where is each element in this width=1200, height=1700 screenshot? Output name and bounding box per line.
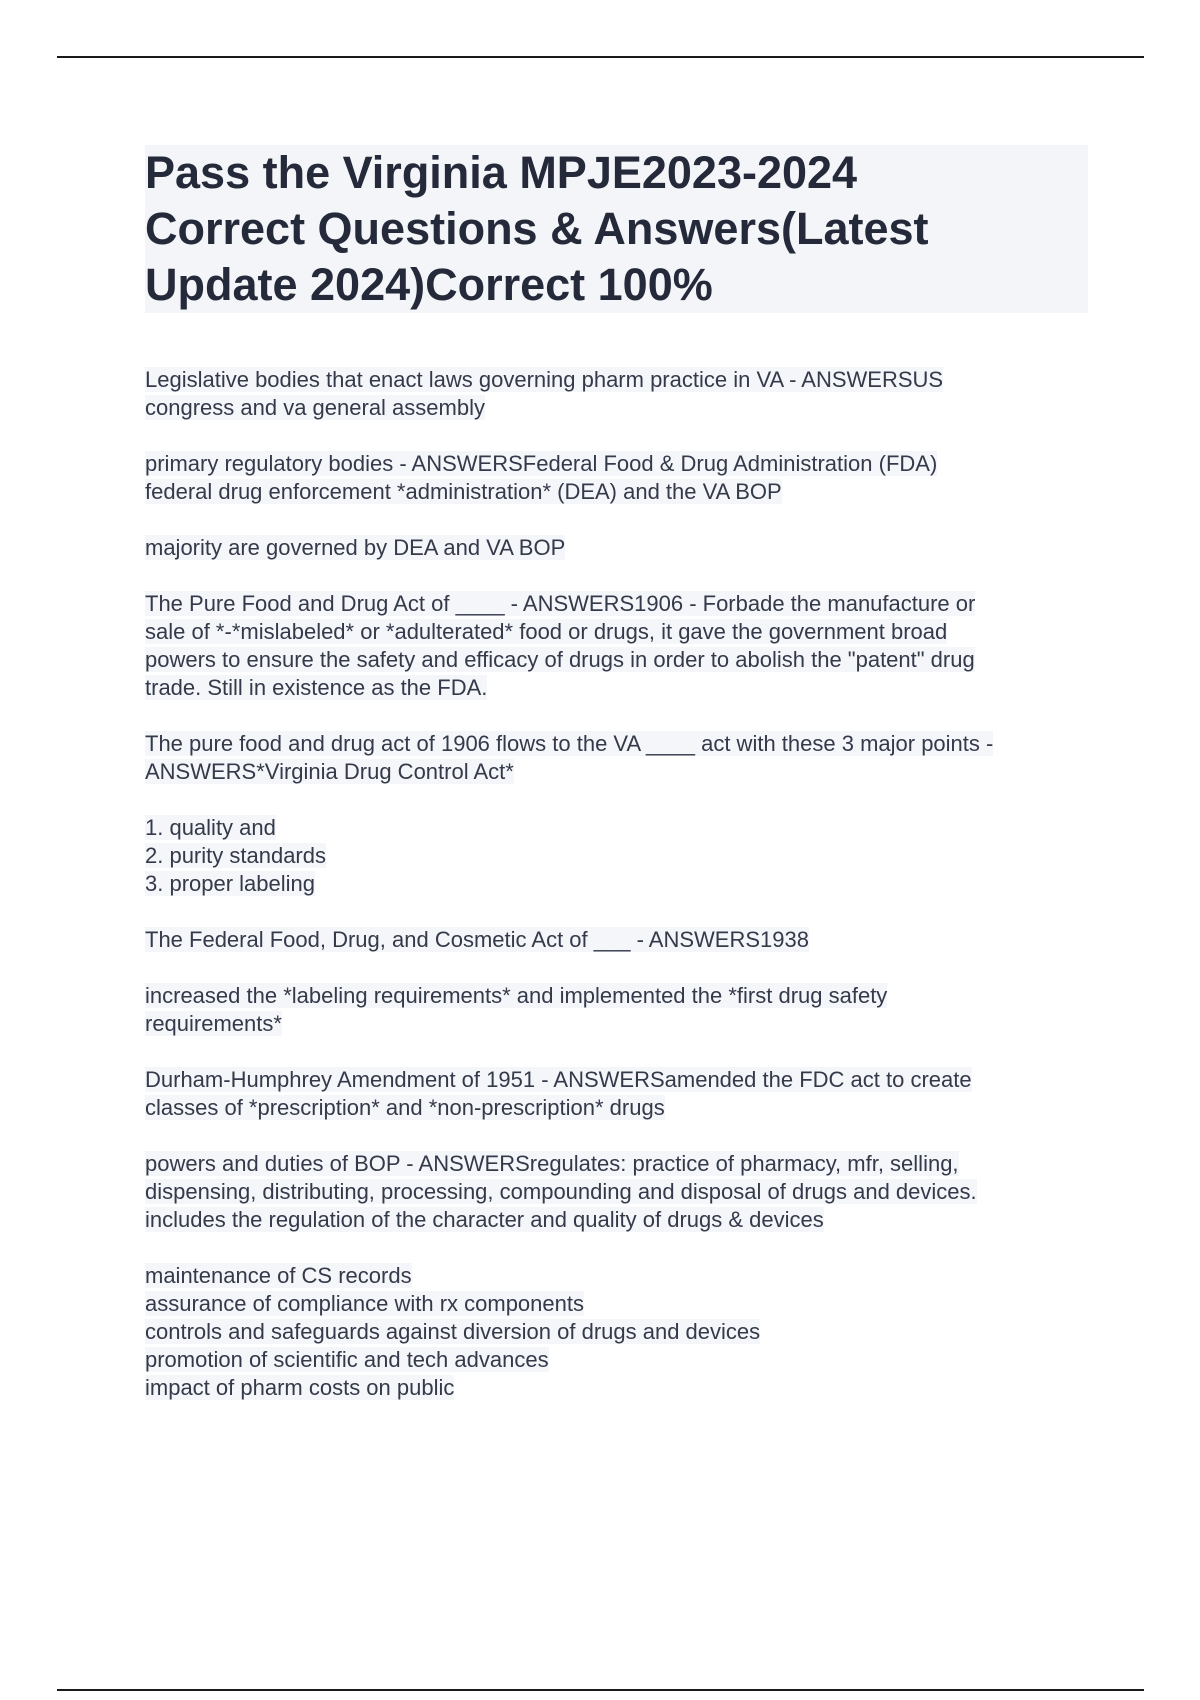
text-line: increased the *labeling requirements* and implemented the *first drug safety [145, 983, 888, 1008]
text-line: The Pure Food and Drug Act of ____ - ANSWERS1906 - Forbade the manufacture or [145, 591, 976, 616]
list-item: 2. purity standards [145, 843, 326, 868]
qa-paragraph [145, 590, 1095, 702]
text-line: ANSWERS*Virginia Drug Control Act* [145, 759, 514, 784]
list-item: assurance of compliance with rx components [145, 1291, 584, 1316]
qa-paragraph [145, 450, 1095, 506]
document-body [145, 366, 1095, 1430]
text-line: powers to ensure the safety and efficacy of drugs in order to abolish the "patent" drug [145, 647, 975, 672]
bottom-divider [57, 1689, 1144, 1691]
text-line: congress and va general assembly [145, 395, 485, 420]
top-divider [57, 56, 1144, 58]
list-item: 3. proper labeling [145, 871, 316, 896]
text-line: includes the regulation of the character and quality of drugs & devices [145, 1207, 824, 1232]
list-item: maintenance of CS records [145, 1263, 412, 1288]
text-line: The Federal Food, Drug, and Cosmetic Act of ___ - ANSWERS1938 [145, 927, 809, 952]
qa-paragraph [145, 926, 1095, 954]
qa-paragraph [145, 982, 1095, 1038]
qa-paragraph [145, 534, 1095, 562]
list-item: impact of pharm costs on public [145, 1375, 455, 1400]
text-line: Legislative bodies that enact laws governing pharm practice in VA - ANSWERSUS [145, 367, 944, 392]
document-title [145, 145, 1088, 313]
list-item: promotion of scientific and tech advances [145, 1347, 549, 1372]
qa-paragraph [145, 366, 1095, 422]
text-line: sale of *-*mislabeled* or *adulterated* food or drugs, it gave the government broad [145, 619, 948, 644]
title-line: Update 2024)Correct 100% [145, 259, 713, 310]
qa-paragraph [145, 1066, 1095, 1122]
text-line: federal drug enforcement *administration* (DEA) and the VA BOP [145, 479, 782, 504]
numbered-list [145, 814, 1095, 898]
text-line: requirements* [145, 1011, 282, 1036]
list-item: 1. quality and [145, 815, 276, 840]
text-line: trade. Still in existence as the FDA. [145, 675, 488, 700]
text-line: classes of *prescription* and *non-prescription* drugs [145, 1095, 665, 1120]
title-line: Pass the Virginia MPJE2023-2024 [145, 147, 858, 198]
text-line: primary regulatory bodies - ANSWERSFederal Food & Drug Administration (FDA) [145, 451, 938, 476]
qa-paragraph [145, 1150, 1095, 1234]
text-line: Durham-Humphrey Amendment of 1951 - ANSWERSamended the FDC act to create [145, 1067, 972, 1092]
text-line: The pure food and drug act of 1906 flows to the VA ____ act with these 3 major points - [145, 731, 994, 756]
text-line: powers and duties of BOP - ANSWERSregulates: practice of pharmacy, mfr, selling, [145, 1151, 959, 1176]
duties-list [145, 1262, 1095, 1402]
list-item: controls and safeguards against diversion of drugs and devices [145, 1319, 761, 1344]
title-line: Correct Questions & Answers(Latest [145, 203, 929, 254]
text-line: majority are governed by DEA and VA BOP [145, 535, 566, 560]
qa-paragraph [145, 730, 1095, 786]
text-line: dispensing, distributing, processing, compounding and disposal of drugs and devices. [145, 1179, 977, 1204]
